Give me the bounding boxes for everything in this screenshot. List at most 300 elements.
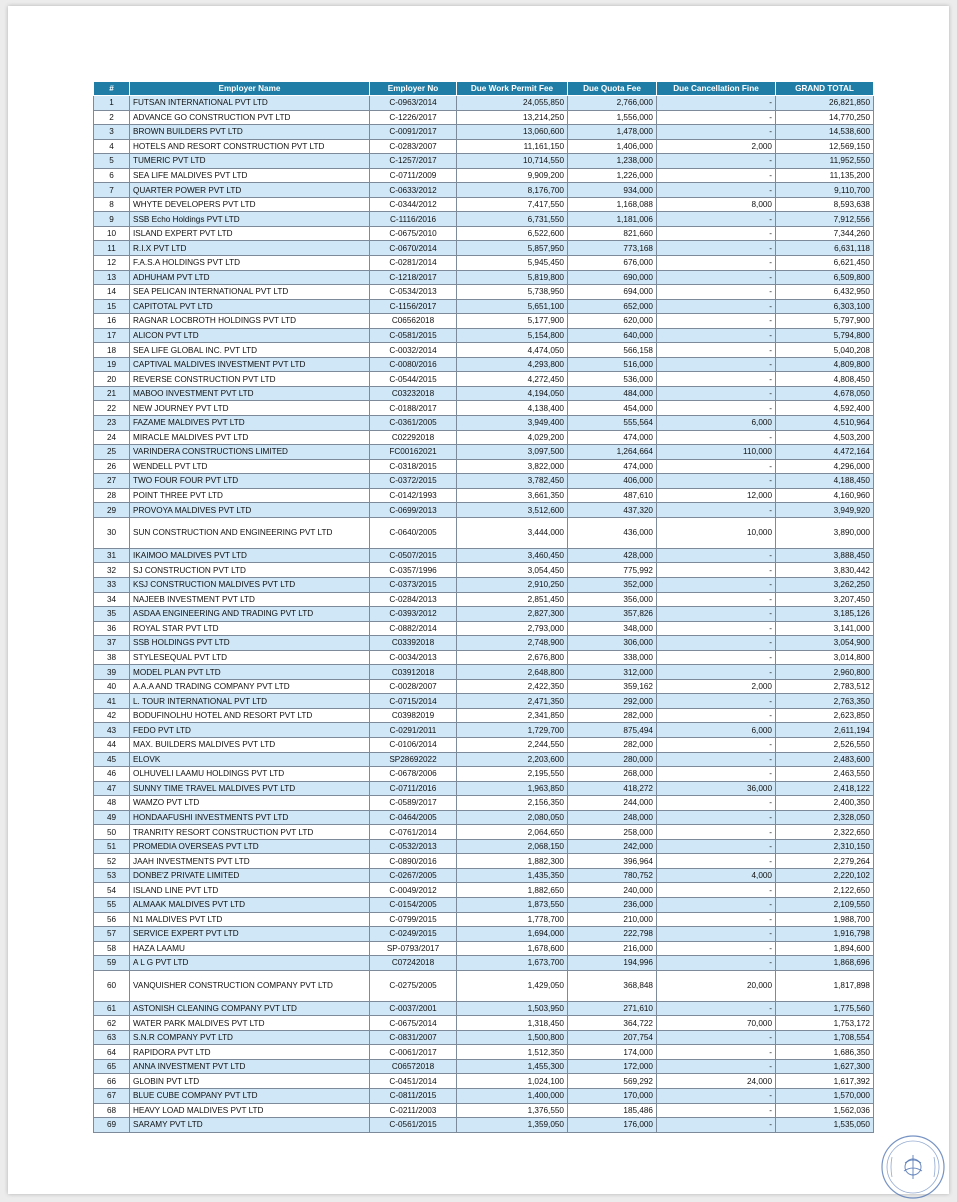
- cell-cancellation-fine: -: [657, 1001, 776, 1016]
- table-row: [94, 941, 874, 956]
- cell-work-permit-fee: 2,910,250: [457, 577, 568, 592]
- cell-grand-total: 8,593,638: [776, 197, 874, 212]
- cell-employer-no: C-0507/2015: [370, 548, 457, 563]
- table-row: [94, 1045, 874, 1060]
- seal-graphic: [878, 1133, 948, 1201]
- cell-employer-name: PROVOYA MALDIVES PVT LTD: [130, 503, 370, 518]
- cell-number: 51: [94, 839, 130, 854]
- table-row: [94, 503, 874, 518]
- cell-grand-total: 2,623,850: [776, 708, 874, 723]
- cell-cancellation-fine: -: [657, 299, 776, 314]
- table-row: [94, 752, 874, 767]
- cell-work-permit-fee: 13,214,250: [457, 110, 568, 125]
- cell-employer-name: RAGNAR LOCBROTH HOLDINGS PVT LTD: [130, 314, 370, 329]
- cell-grand-total: 1,988,700: [776, 912, 874, 927]
- table-row: [94, 445, 874, 460]
- cell-employer-no: C03392018: [370, 636, 457, 651]
- table-row: [94, 474, 874, 489]
- cell-cancellation-fine: -: [657, 577, 776, 592]
- cell-employer-no: C-0267/2005: [370, 868, 457, 883]
- cell-work-permit-fee: 2,341,850: [457, 708, 568, 723]
- cell-quota-fee: 652,000: [568, 299, 657, 314]
- table-row: [94, 796, 874, 811]
- cell-employer-no: C-0678/2006: [370, 767, 457, 782]
- cell-work-permit-fee: 3,512,600: [457, 503, 568, 518]
- table-row: [94, 636, 874, 651]
- header-number: #: [94, 82, 130, 96]
- cell-number: 24: [94, 430, 130, 445]
- cell-work-permit-fee: 5,819,800: [457, 270, 568, 285]
- cell-work-permit-fee: 1,694,000: [457, 927, 568, 942]
- cell-grand-total: 2,763,350: [776, 694, 874, 709]
- cell-employer-no: C-1116/2016: [370, 212, 457, 227]
- cell-quota-fee: 1,181,006: [568, 212, 657, 227]
- cell-cancellation-fine: -: [657, 270, 776, 285]
- table-row: [94, 96, 874, 111]
- table-row: [94, 241, 874, 256]
- cell-cancellation-fine: -: [657, 357, 776, 372]
- cell-number: 44: [94, 737, 130, 752]
- table-row: [94, 372, 874, 387]
- table-row: [94, 927, 874, 942]
- cell-grand-total: 14,770,250: [776, 110, 874, 125]
- cell-employer-name: FEDO PVT LTD: [130, 723, 370, 738]
- cell-grand-total: 5,040,208: [776, 343, 874, 358]
- cell-grand-total: 1,535,050: [776, 1118, 874, 1133]
- cell-employer-no: C-0249/2015: [370, 927, 457, 942]
- cell-employer-no: C06562018: [370, 314, 457, 329]
- cell-quota-fee: 780,752: [568, 868, 657, 883]
- cell-quota-fee: 1,264,664: [568, 445, 657, 460]
- cell-work-permit-fee: 1,778,700: [457, 912, 568, 927]
- cell-employer-name: MIRACLE MALDIVES PVT LTD: [130, 430, 370, 445]
- cell-employer-no: C-1218/2017: [370, 270, 457, 285]
- cell-number: 52: [94, 854, 130, 869]
- cell-quota-fee: 934,000: [568, 183, 657, 198]
- cell-number: 25: [94, 445, 130, 460]
- cell-number: 8: [94, 197, 130, 212]
- cell-quota-fee: 356,000: [568, 592, 657, 607]
- cell-employer-no: C-0142/1993: [370, 488, 457, 503]
- cell-employer-no: C-0318/2015: [370, 459, 457, 474]
- table-row: [94, 1030, 874, 1045]
- cell-employer-no: C-1257/2017: [370, 154, 457, 169]
- cell-cancellation-fine: -: [657, 708, 776, 723]
- table-row: [94, 430, 874, 445]
- cell-number: 56: [94, 912, 130, 927]
- cell-employer-name: PROMEDIA OVERSEAS PVT LTD: [130, 839, 370, 854]
- cell-number: 58: [94, 941, 130, 956]
- cell-grand-total: 5,794,800: [776, 328, 874, 343]
- cell-number: 21: [94, 386, 130, 401]
- cell-cancellation-fine: -: [657, 212, 776, 227]
- cell-employer-name: CAPITOTAL PVT LTD: [130, 299, 370, 314]
- cell-employer-name: BROWN BUILDERS PVT LTD: [130, 125, 370, 140]
- cell-employer-name: TUMERIC PVT LTD: [130, 154, 370, 169]
- cell-quota-fee: 338,000: [568, 650, 657, 665]
- cell-number: 15: [94, 299, 130, 314]
- cell-number: 55: [94, 897, 130, 912]
- cell-cancellation-fine: -: [657, 636, 776, 651]
- cell-grand-total: 2,122,650: [776, 883, 874, 898]
- cell-employer-no: C-0393/2012: [370, 607, 457, 622]
- cell-number: 63: [94, 1030, 130, 1045]
- cell-work-permit-fee: 1,673,700: [457, 956, 568, 971]
- table-row: [94, 592, 874, 607]
- cell-employer-no: C-0283/2007: [370, 139, 457, 154]
- table-row: [94, 168, 874, 183]
- cell-employer-no: C-0534/2013: [370, 285, 457, 300]
- cell-number: 27: [94, 474, 130, 489]
- cell-employer-name: F.A.S.A HOLDINGS PVT LTD: [130, 256, 370, 271]
- cell-number: 26: [94, 459, 130, 474]
- cell-cancellation-fine: -: [657, 503, 776, 518]
- cell-number: 13: [94, 270, 130, 285]
- cell-grand-total: 4,809,800: [776, 357, 874, 372]
- cell-work-permit-fee: 2,195,550: [457, 767, 568, 782]
- cell-number: 40: [94, 679, 130, 694]
- cell-cancellation-fine: 70,000: [657, 1016, 776, 1031]
- cell-grand-total: 6,303,100: [776, 299, 874, 314]
- header-employer-name: Employer Name: [130, 82, 370, 96]
- cell-quota-fee: 487,610: [568, 488, 657, 503]
- table-row: [94, 679, 874, 694]
- cell-cancellation-fine: 10,000: [657, 517, 776, 548]
- cell-work-permit-fee: 4,474,050: [457, 343, 568, 358]
- cell-number: 48: [94, 796, 130, 811]
- cell-work-permit-fee: 7,417,550: [457, 197, 568, 212]
- cell-cancellation-fine: -: [657, 1030, 776, 1045]
- cell-quota-fee: 406,000: [568, 474, 657, 489]
- cell-number: 68: [94, 1103, 130, 1118]
- cell-quota-fee: 396,964: [568, 854, 657, 869]
- cell-employer-no: C-0715/2014: [370, 694, 457, 709]
- cell-employer-no: C06572018: [370, 1059, 457, 1074]
- cell-employer-name: HEAVY LOAD MALDIVES PVT LTD: [130, 1103, 370, 1118]
- cell-grand-total: 2,220,102: [776, 868, 874, 883]
- cell-employer-name: RAPIDORA PVT LTD: [130, 1045, 370, 1060]
- table-row: [94, 139, 874, 154]
- cell-number: 5: [94, 154, 130, 169]
- cell-grand-total: 6,509,800: [776, 270, 874, 285]
- cell-employer-name: POINT THREE PVT LTD: [130, 488, 370, 503]
- table-row: [94, 868, 874, 883]
- cell-employer-no: C-0211/2003: [370, 1103, 457, 1118]
- cell-employer-name: VARINDERA CONSTRUCTIONS LIMITED: [130, 445, 370, 460]
- cell-grand-total: 2,783,512: [776, 679, 874, 694]
- cell-quota-fee: 174,000: [568, 1045, 657, 1060]
- cell-employer-name: HAZA LAAMU: [130, 941, 370, 956]
- cell-grand-total: 4,160,960: [776, 488, 874, 503]
- header-cancellation-fine: Due Cancellation Fine: [657, 82, 776, 96]
- cell-number: 1: [94, 96, 130, 111]
- cell-employer-no: C-0049/2012: [370, 883, 457, 898]
- cell-cancellation-fine: 12,000: [657, 488, 776, 503]
- cell-employer-no: C-0532/2013: [370, 839, 457, 854]
- cell-quota-fee: 216,000: [568, 941, 657, 956]
- cell-number: 42: [94, 708, 130, 723]
- cell-cancellation-fine: -: [657, 941, 776, 956]
- table-row: [94, 314, 874, 329]
- cell-quota-fee: 359,162: [568, 679, 657, 694]
- cell-number: 46: [94, 767, 130, 782]
- cell-employer-name: MAX. BUILDERS MALDIVES PVT LTD: [130, 737, 370, 752]
- cell-quota-fee: 210,000: [568, 912, 657, 927]
- cell-number: 12: [94, 256, 130, 271]
- cell-employer-name: ELOVK: [130, 752, 370, 767]
- cell-work-permit-fee: 24,055,850: [457, 96, 568, 111]
- cell-employer-name: ROYAL STAR PVT LTD: [130, 621, 370, 636]
- cell-grand-total: 1,817,898: [776, 970, 874, 1001]
- cell-work-permit-fee: 1,429,050: [457, 970, 568, 1001]
- cell-cancellation-fine: -: [657, 183, 776, 198]
- cell-employer-name: KSJ CONSTRUCTION MALDIVES PVT LTD: [130, 577, 370, 592]
- cell-cancellation-fine: -: [657, 168, 776, 183]
- cell-quota-fee: 418,272: [568, 781, 657, 796]
- table-row: [94, 839, 874, 854]
- cell-employer-name: N1 MALDIVES PVT LTD: [130, 912, 370, 927]
- cell-employer-no: C-0699/2013: [370, 503, 457, 518]
- official-seal-icon: [876, 1132, 950, 1202]
- cell-cancellation-fine: -: [657, 1089, 776, 1104]
- cell-quota-fee: 620,000: [568, 314, 657, 329]
- cell-employer-no: C-0061/2017: [370, 1045, 457, 1060]
- cell-grand-total: 3,141,000: [776, 621, 874, 636]
- cell-employer-no: FC00162021: [370, 445, 457, 460]
- cell-work-permit-fee: 5,154,800: [457, 328, 568, 343]
- cell-grand-total: 3,014,800: [776, 650, 874, 665]
- cell-employer-name: IKAIMOO MALDIVES PVT LTD: [130, 548, 370, 563]
- cell-work-permit-fee: 2,068,150: [457, 839, 568, 854]
- cell-quota-fee: 569,292: [568, 1074, 657, 1089]
- cell-quota-fee: 1,406,000: [568, 139, 657, 154]
- table-row: [94, 1103, 874, 1118]
- cell-quota-fee: 268,000: [568, 767, 657, 782]
- cell-grand-total: 1,627,300: [776, 1059, 874, 1074]
- cell-number: 54: [94, 883, 130, 898]
- cell-employer-name: ISLAND EXPERT PVT LTD: [130, 226, 370, 241]
- cell-employer-no: C-0037/2001: [370, 1001, 457, 1016]
- cell-number: 38: [94, 650, 130, 665]
- cell-cancellation-fine: -: [657, 607, 776, 622]
- cell-grand-total: 1,686,350: [776, 1045, 874, 1060]
- cell-grand-total: 2,328,050: [776, 810, 874, 825]
- cell-work-permit-fee: 2,851,450: [457, 592, 568, 607]
- cell-grand-total: 1,617,392: [776, 1074, 874, 1089]
- cell-quota-fee: 306,000: [568, 636, 657, 651]
- cell-cancellation-fine: -: [657, 767, 776, 782]
- cell-quota-fee: 244,000: [568, 796, 657, 811]
- cell-cancellation-fine: -: [657, 1045, 776, 1060]
- cell-work-permit-fee: 1,024,100: [457, 1074, 568, 1089]
- cell-quota-fee: 676,000: [568, 256, 657, 271]
- table-row: [94, 125, 874, 140]
- cell-employer-no: C-0373/2015: [370, 577, 457, 592]
- cell-cancellation-fine: 8,000: [657, 197, 776, 212]
- cell-cancellation-fine: -: [657, 592, 776, 607]
- cell-grand-total: 2,310,150: [776, 839, 874, 854]
- table-body: [94, 96, 874, 1133]
- cell-employer-no: C-0761/2014: [370, 825, 457, 840]
- cell-work-permit-fee: 2,244,550: [457, 737, 568, 752]
- cell-cancellation-fine: 20,000: [657, 970, 776, 1001]
- cell-work-permit-fee: 3,661,350: [457, 488, 568, 503]
- cell-cancellation-fine: -: [657, 737, 776, 752]
- cell-work-permit-fee: 3,444,000: [457, 517, 568, 548]
- cell-employer-name: ALICON PVT LTD: [130, 328, 370, 343]
- cell-number: 14: [94, 285, 130, 300]
- cell-cancellation-fine: -: [657, 386, 776, 401]
- cell-work-permit-fee: 1,729,700: [457, 723, 568, 738]
- cell-work-permit-fee: 2,748,900: [457, 636, 568, 651]
- cell-work-permit-fee: 3,054,450: [457, 563, 568, 578]
- cell-cancellation-fine: -: [657, 285, 776, 300]
- cell-employer-no: C-0633/2012: [370, 183, 457, 198]
- cell-employer-no: C-0344/2012: [370, 197, 457, 212]
- cell-number: 4: [94, 139, 130, 154]
- header-grand-total: GRAND TOTAL: [776, 82, 874, 96]
- cell-employer-name: ADVANCE GO CONSTRUCTION PVT LTD: [130, 110, 370, 125]
- cell-work-permit-fee: 1,873,550: [457, 897, 568, 912]
- cell-employer-name: HONDAAFUSHI INVESTMENTS PVT LTD: [130, 810, 370, 825]
- cell-employer-name: WATER PARK MALDIVES PVT LTD: [130, 1016, 370, 1031]
- cell-number: 6: [94, 168, 130, 183]
- cell-employer-name: WENDELL PVT LTD: [130, 459, 370, 474]
- cell-cancellation-fine: 6,000: [657, 416, 776, 431]
- cell-quota-fee: 258,000: [568, 825, 657, 840]
- cell-cancellation-fine: -: [657, 256, 776, 271]
- cell-quota-fee: 271,610: [568, 1001, 657, 1016]
- cell-cancellation-fine: -: [657, 912, 776, 927]
- cell-quota-fee: 516,000: [568, 357, 657, 372]
- cell-employer-no: C-1156/2017: [370, 299, 457, 314]
- cell-work-permit-fee: 8,176,700: [457, 183, 568, 198]
- cell-quota-fee: 773,168: [568, 241, 657, 256]
- cell-employer-name: L. TOUR INTERNATIONAL PVT LTD: [130, 694, 370, 709]
- cell-cancellation-fine: 4,000: [657, 868, 776, 883]
- cell-work-permit-fee: 6,731,550: [457, 212, 568, 227]
- cell-employer-name: SSB Echo Holdings PVT LTD: [130, 212, 370, 227]
- cell-cancellation-fine: -: [657, 796, 776, 811]
- cell-quota-fee: 484,000: [568, 386, 657, 401]
- cell-employer-name: FAZAME MALDIVES PVT LTD: [130, 416, 370, 431]
- cell-cancellation-fine: 2,000: [657, 679, 776, 694]
- table-row: [94, 110, 874, 125]
- table-row: [94, 956, 874, 971]
- cell-grand-total: 1,708,554: [776, 1030, 874, 1045]
- cell-employer-no: C-0640/2005: [370, 517, 457, 548]
- table-row: [94, 1016, 874, 1031]
- cell-grand-total: 3,888,450: [776, 548, 874, 563]
- table-row: [94, 357, 874, 372]
- cell-employer-name: S.N.R COMPANY PVT LTD: [130, 1030, 370, 1045]
- table-row: [94, 270, 874, 285]
- cell-cancellation-fine: -: [657, 241, 776, 256]
- cell-work-permit-fee: 2,793,000: [457, 621, 568, 636]
- table-row: [94, 212, 874, 227]
- table-row: [94, 488, 874, 503]
- cell-cancellation-fine: -: [657, 459, 776, 474]
- table-row: [94, 517, 874, 548]
- cell-cancellation-fine: -: [657, 825, 776, 840]
- cell-work-permit-fee: 6,522,600: [457, 226, 568, 241]
- cell-quota-fee: 194,996: [568, 956, 657, 971]
- cell-quota-fee: 474,000: [568, 459, 657, 474]
- cell-work-permit-fee: 5,857,950: [457, 241, 568, 256]
- cell-work-permit-fee: 10,714,550: [457, 154, 568, 169]
- cell-employer-name: FUTSAN INTERNATIONAL PVT LTD: [130, 96, 370, 111]
- cell-grand-total: 2,322,650: [776, 825, 874, 840]
- cell-number: 49: [94, 810, 130, 825]
- cell-employer-no: C-0028/2007: [370, 679, 457, 694]
- cell-number: 35: [94, 607, 130, 622]
- cell-quota-fee: 428,000: [568, 548, 657, 563]
- table-row: [94, 386, 874, 401]
- cell-cancellation-fine: -: [657, 1103, 776, 1118]
- cell-cancellation-fine: -: [657, 96, 776, 111]
- cell-number: 39: [94, 665, 130, 680]
- table-row: [94, 650, 874, 665]
- cell-number: 43: [94, 723, 130, 738]
- cell-quota-fee: 474,000: [568, 430, 657, 445]
- cell-number: 65: [94, 1059, 130, 1074]
- cell-cancellation-fine: -: [657, 226, 776, 241]
- cell-quota-fee: 282,000: [568, 737, 657, 752]
- cell-employer-name: SEA PELICAN INTERNATIONAL PVT LTD: [130, 285, 370, 300]
- cell-quota-fee: 690,000: [568, 270, 657, 285]
- table-row: [94, 1089, 874, 1104]
- cell-quota-fee: 555,564: [568, 416, 657, 431]
- cell-employer-no: C-0963/2014: [370, 96, 457, 111]
- cell-employer-name: R.I.X PVT LTD: [130, 241, 370, 256]
- cell-cancellation-fine: 110,000: [657, 445, 776, 460]
- table-row: [94, 912, 874, 927]
- cell-cancellation-fine: -: [657, 883, 776, 898]
- cell-grand-total: 3,185,126: [776, 607, 874, 622]
- cell-work-permit-fee: 4,272,450: [457, 372, 568, 387]
- cell-employer-no: C-0275/2005: [370, 970, 457, 1001]
- cell-employer-no: C-0464/2005: [370, 810, 457, 825]
- cell-cancellation-fine: 36,000: [657, 781, 776, 796]
- cell-grand-total: 3,207,450: [776, 592, 874, 607]
- document-page: [8, 6, 949, 1194]
- cell-grand-total: 2,418,122: [776, 781, 874, 796]
- cell-grand-total: 2,279,264: [776, 854, 874, 869]
- cell-employer-name: SUN CONSTRUCTION AND ENGINEERING PVT LTD: [130, 517, 370, 548]
- cell-cancellation-fine: -: [657, 125, 776, 140]
- table-row: [94, 256, 874, 271]
- cell-employer-no: C-0882/2014: [370, 621, 457, 636]
- cell-employer-no: C03982019: [370, 708, 457, 723]
- cell-cancellation-fine: -: [657, 956, 776, 971]
- cell-quota-fee: 821,660: [568, 226, 657, 241]
- table-row: [94, 299, 874, 314]
- cell-work-permit-fee: 1,435,350: [457, 868, 568, 883]
- cell-employer-name: QUARTER POWER PVT LTD: [130, 183, 370, 198]
- cell-cancellation-fine: -: [657, 752, 776, 767]
- cell-work-permit-fee: 2,648,800: [457, 665, 568, 680]
- cell-number: 16: [94, 314, 130, 329]
- cell-number: 36: [94, 621, 130, 636]
- cell-employer-no: C-0091/2017: [370, 125, 457, 140]
- cell-employer-name: ANNA INVESTMENT PVT LTD: [130, 1059, 370, 1074]
- cell-cancellation-fine: -: [657, 430, 776, 445]
- cell-work-permit-fee: 3,822,000: [457, 459, 568, 474]
- cell-work-permit-fee: 5,651,100: [457, 299, 568, 314]
- cell-employer-no: C-0361/2005: [370, 416, 457, 431]
- cell-employer-name: HOTELS AND RESORT CONSTRUCTION PVT LTD: [130, 139, 370, 154]
- cell-employer-no: C07242018: [370, 956, 457, 971]
